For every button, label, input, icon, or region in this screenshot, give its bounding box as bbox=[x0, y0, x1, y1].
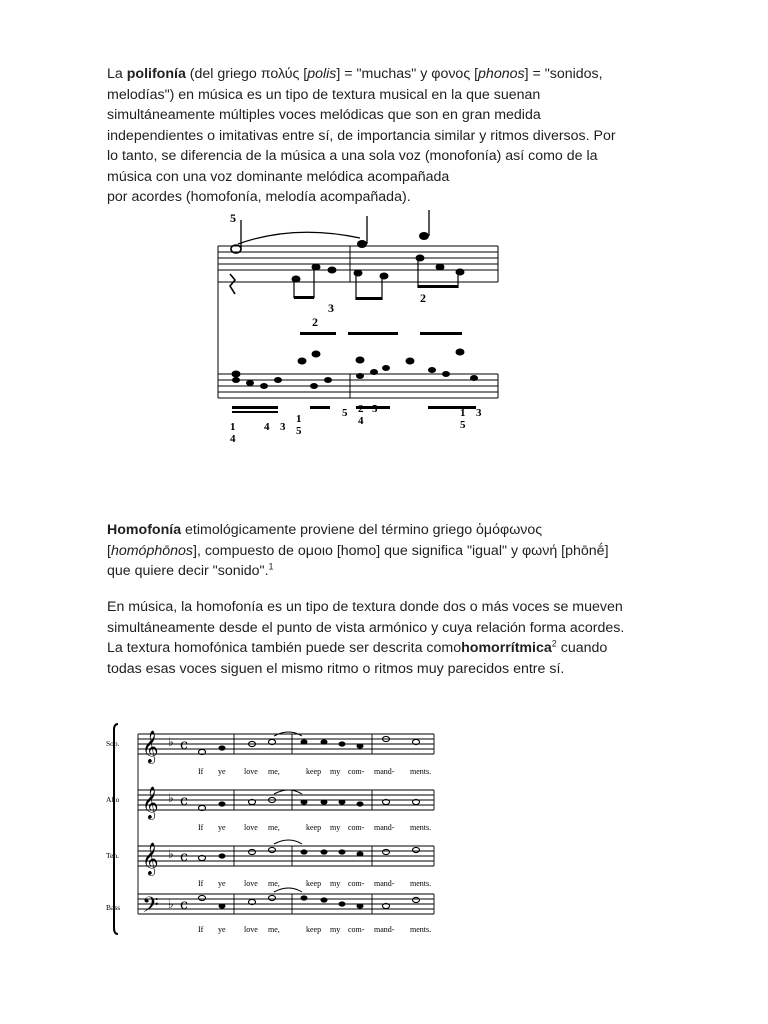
paragraph-line: En música, la homofonía es un tipo de textura donde dos o más voces se mueven bbox=[107, 599, 623, 615]
fingering-top: 5 bbox=[230, 211, 236, 225]
lyric: mand- bbox=[374, 879, 395, 888]
lyric: mand- bbox=[374, 767, 395, 776]
paragraph-line: simultáneamente múltiples voces melódicas que son en gran medida bbox=[107, 107, 541, 123]
paragraph-line: lo tanto, se diferencia de la música a una sola voz (monofonía) así como de la bbox=[107, 148, 598, 164]
lyric: ye bbox=[218, 767, 226, 776]
lyric: me, bbox=[268, 767, 280, 776]
text-run: que quiere decir "sonido". bbox=[107, 563, 269, 579]
voice-label: Sop. bbox=[106, 739, 120, 748]
fingering-bass: 4 bbox=[264, 421, 270, 433]
bass-clef-icon: 𝄢 bbox=[142, 893, 159, 923]
lyric: ments. bbox=[410, 823, 432, 832]
voice-label: Alto bbox=[106, 795, 120, 804]
term-polifonia: polifonía bbox=[126, 66, 186, 82]
fingering-bass: 1 bbox=[460, 407, 466, 419]
lyric: love bbox=[244, 823, 258, 832]
figure-homophony-score bbox=[104, 722, 449, 940]
lyric: ments. bbox=[410, 925, 432, 934]
time-signature-icon: c bbox=[180, 897, 188, 913]
fingering-bass: 3 bbox=[280, 421, 286, 433]
paragraph-line bbox=[107, 64, 652, 85]
fingering-mid: 2 bbox=[312, 315, 318, 329]
lyric: ye bbox=[218, 823, 226, 832]
time-signature-icon: c bbox=[180, 737, 188, 753]
fingering-bass: 1 bbox=[296, 413, 302, 425]
fingering-treble: 2 bbox=[420, 291, 426, 305]
term-homofonia: Homofonía bbox=[107, 522, 182, 538]
fingering-bass: 4 bbox=[230, 433, 236, 445]
fingering-bass: 5 bbox=[460, 419, 466, 431]
treble-clef-icon: 𝄞 bbox=[142, 730, 159, 763]
lyric: If bbox=[198, 823, 204, 832]
paragraph-homofonia bbox=[107, 520, 652, 582]
lyric: com- bbox=[348, 767, 365, 776]
treble-clef-icon: 𝄞 bbox=[142, 842, 159, 875]
lyric: keep bbox=[306, 925, 322, 934]
paragraph-line: independientes o imitativas entre sí, de importancia similar y ritmos diversos. Por bbox=[107, 127, 616, 144]
lyric: my bbox=[330, 879, 341, 888]
lyric: love bbox=[244, 879, 258, 888]
lyric: ments. bbox=[410, 767, 432, 776]
flat-icon: ♭ bbox=[168, 897, 174, 911]
paragraph-line bbox=[107, 541, 652, 562]
time-signature-icon: c bbox=[180, 793, 188, 809]
text-run: La bbox=[107, 66, 127, 82]
italic-term: phonos bbox=[478, 66, 525, 82]
lyric: ye bbox=[218, 879, 226, 888]
lyric: com- bbox=[348, 925, 365, 934]
text-run: [ bbox=[107, 542, 111, 559]
paragraph-homofonia-musica bbox=[107, 597, 652, 679]
flat-icon: ♭ bbox=[168, 847, 174, 861]
footnote-ref: 2 bbox=[551, 638, 557, 649]
lyric: ments. bbox=[410, 879, 432, 888]
paragraph-line: melodías") en música es un tipo de textura musical en la que suenan bbox=[107, 86, 541, 103]
paragraph-line: música con una voz dominante melódica acompañada bbox=[107, 168, 450, 185]
figure-polyphony-score bbox=[214, 208, 504, 448]
lyric: my bbox=[330, 823, 341, 832]
lyric: love bbox=[244, 767, 258, 776]
lyric: me, bbox=[268, 879, 280, 888]
lyric: me, bbox=[268, 823, 280, 832]
time-signature-icon: c bbox=[180, 849, 188, 865]
fingering-bass: 5 bbox=[372, 403, 378, 415]
lyric: my bbox=[330, 767, 341, 776]
text-run: (del griego πολύς [ bbox=[185, 66, 308, 82]
fingering-bass: 3 bbox=[476, 407, 482, 419]
lyric: keep bbox=[306, 823, 322, 832]
flat-icon: ♭ bbox=[168, 735, 174, 749]
treble-clef-icon: 𝄞 bbox=[142, 786, 159, 819]
fingering-bass: 1 bbox=[230, 421, 236, 433]
paragraph-line bbox=[107, 520, 652, 541]
fingering-bass: 5 bbox=[296, 425, 302, 437]
footnote-ref: 1 bbox=[268, 561, 274, 572]
voice-label: Bass bbox=[106, 903, 121, 912]
paragraph-line: todas esas voces siguen el mismo ritmo o ritmos muy parecidos entre sí. bbox=[107, 660, 565, 677]
text-run: etimológicamente proviene del término griego ὁμόφωνος bbox=[181, 522, 543, 538]
text-run: ] = "muchas" y φονος [ bbox=[336, 66, 479, 82]
paragraph-line: simultáneamente desde el punto de vista armónico y cuya relación forma acordes. bbox=[107, 619, 625, 636]
text-run: ], compuesto de ομοιο [homo] que significa "igual" y φωνή [phōnḗ] bbox=[193, 542, 609, 559]
lyric: me, bbox=[268, 925, 280, 934]
text-run: ] = "sonidos, bbox=[524, 66, 603, 82]
fingering-bass: 2 bbox=[358, 403, 364, 415]
lyric: keep bbox=[306, 879, 322, 888]
text-run: La textura homofónica también puede ser descrita como bbox=[107, 640, 462, 656]
lyric: If bbox=[198, 767, 204, 776]
lyric: keep bbox=[306, 767, 322, 776]
lyric: mand- bbox=[374, 925, 395, 934]
paragraph-line bbox=[107, 638, 652, 659]
flat-icon: ♭ bbox=[168, 791, 174, 805]
lyric: If bbox=[198, 879, 204, 888]
lyric: com- bbox=[348, 879, 365, 888]
text-run: cuando bbox=[556, 640, 608, 656]
italic-term: polis bbox=[307, 66, 337, 82]
lyric: mand- bbox=[374, 823, 395, 832]
fingering-bass: 4 bbox=[358, 415, 364, 427]
fingering-bass: 5 bbox=[342, 407, 348, 419]
lyric: ye bbox=[218, 925, 226, 934]
lyric: love bbox=[244, 925, 258, 934]
term-homorritmica: homorrítmica bbox=[461, 640, 552, 656]
paragraph-polifonia bbox=[107, 64, 652, 208]
lyric: com- bbox=[348, 823, 365, 832]
paragraph-line bbox=[107, 561, 652, 582]
lyric: If bbox=[198, 925, 204, 934]
italic-term: homóphōnos bbox=[110, 542, 193, 559]
voice-label: Ten. bbox=[106, 851, 120, 860]
paragraph-line: por acordes (homofonía, melodía acompañada). bbox=[107, 189, 411, 205]
lyric: my bbox=[330, 925, 341, 934]
fingering-treble: 3 bbox=[328, 301, 334, 315]
